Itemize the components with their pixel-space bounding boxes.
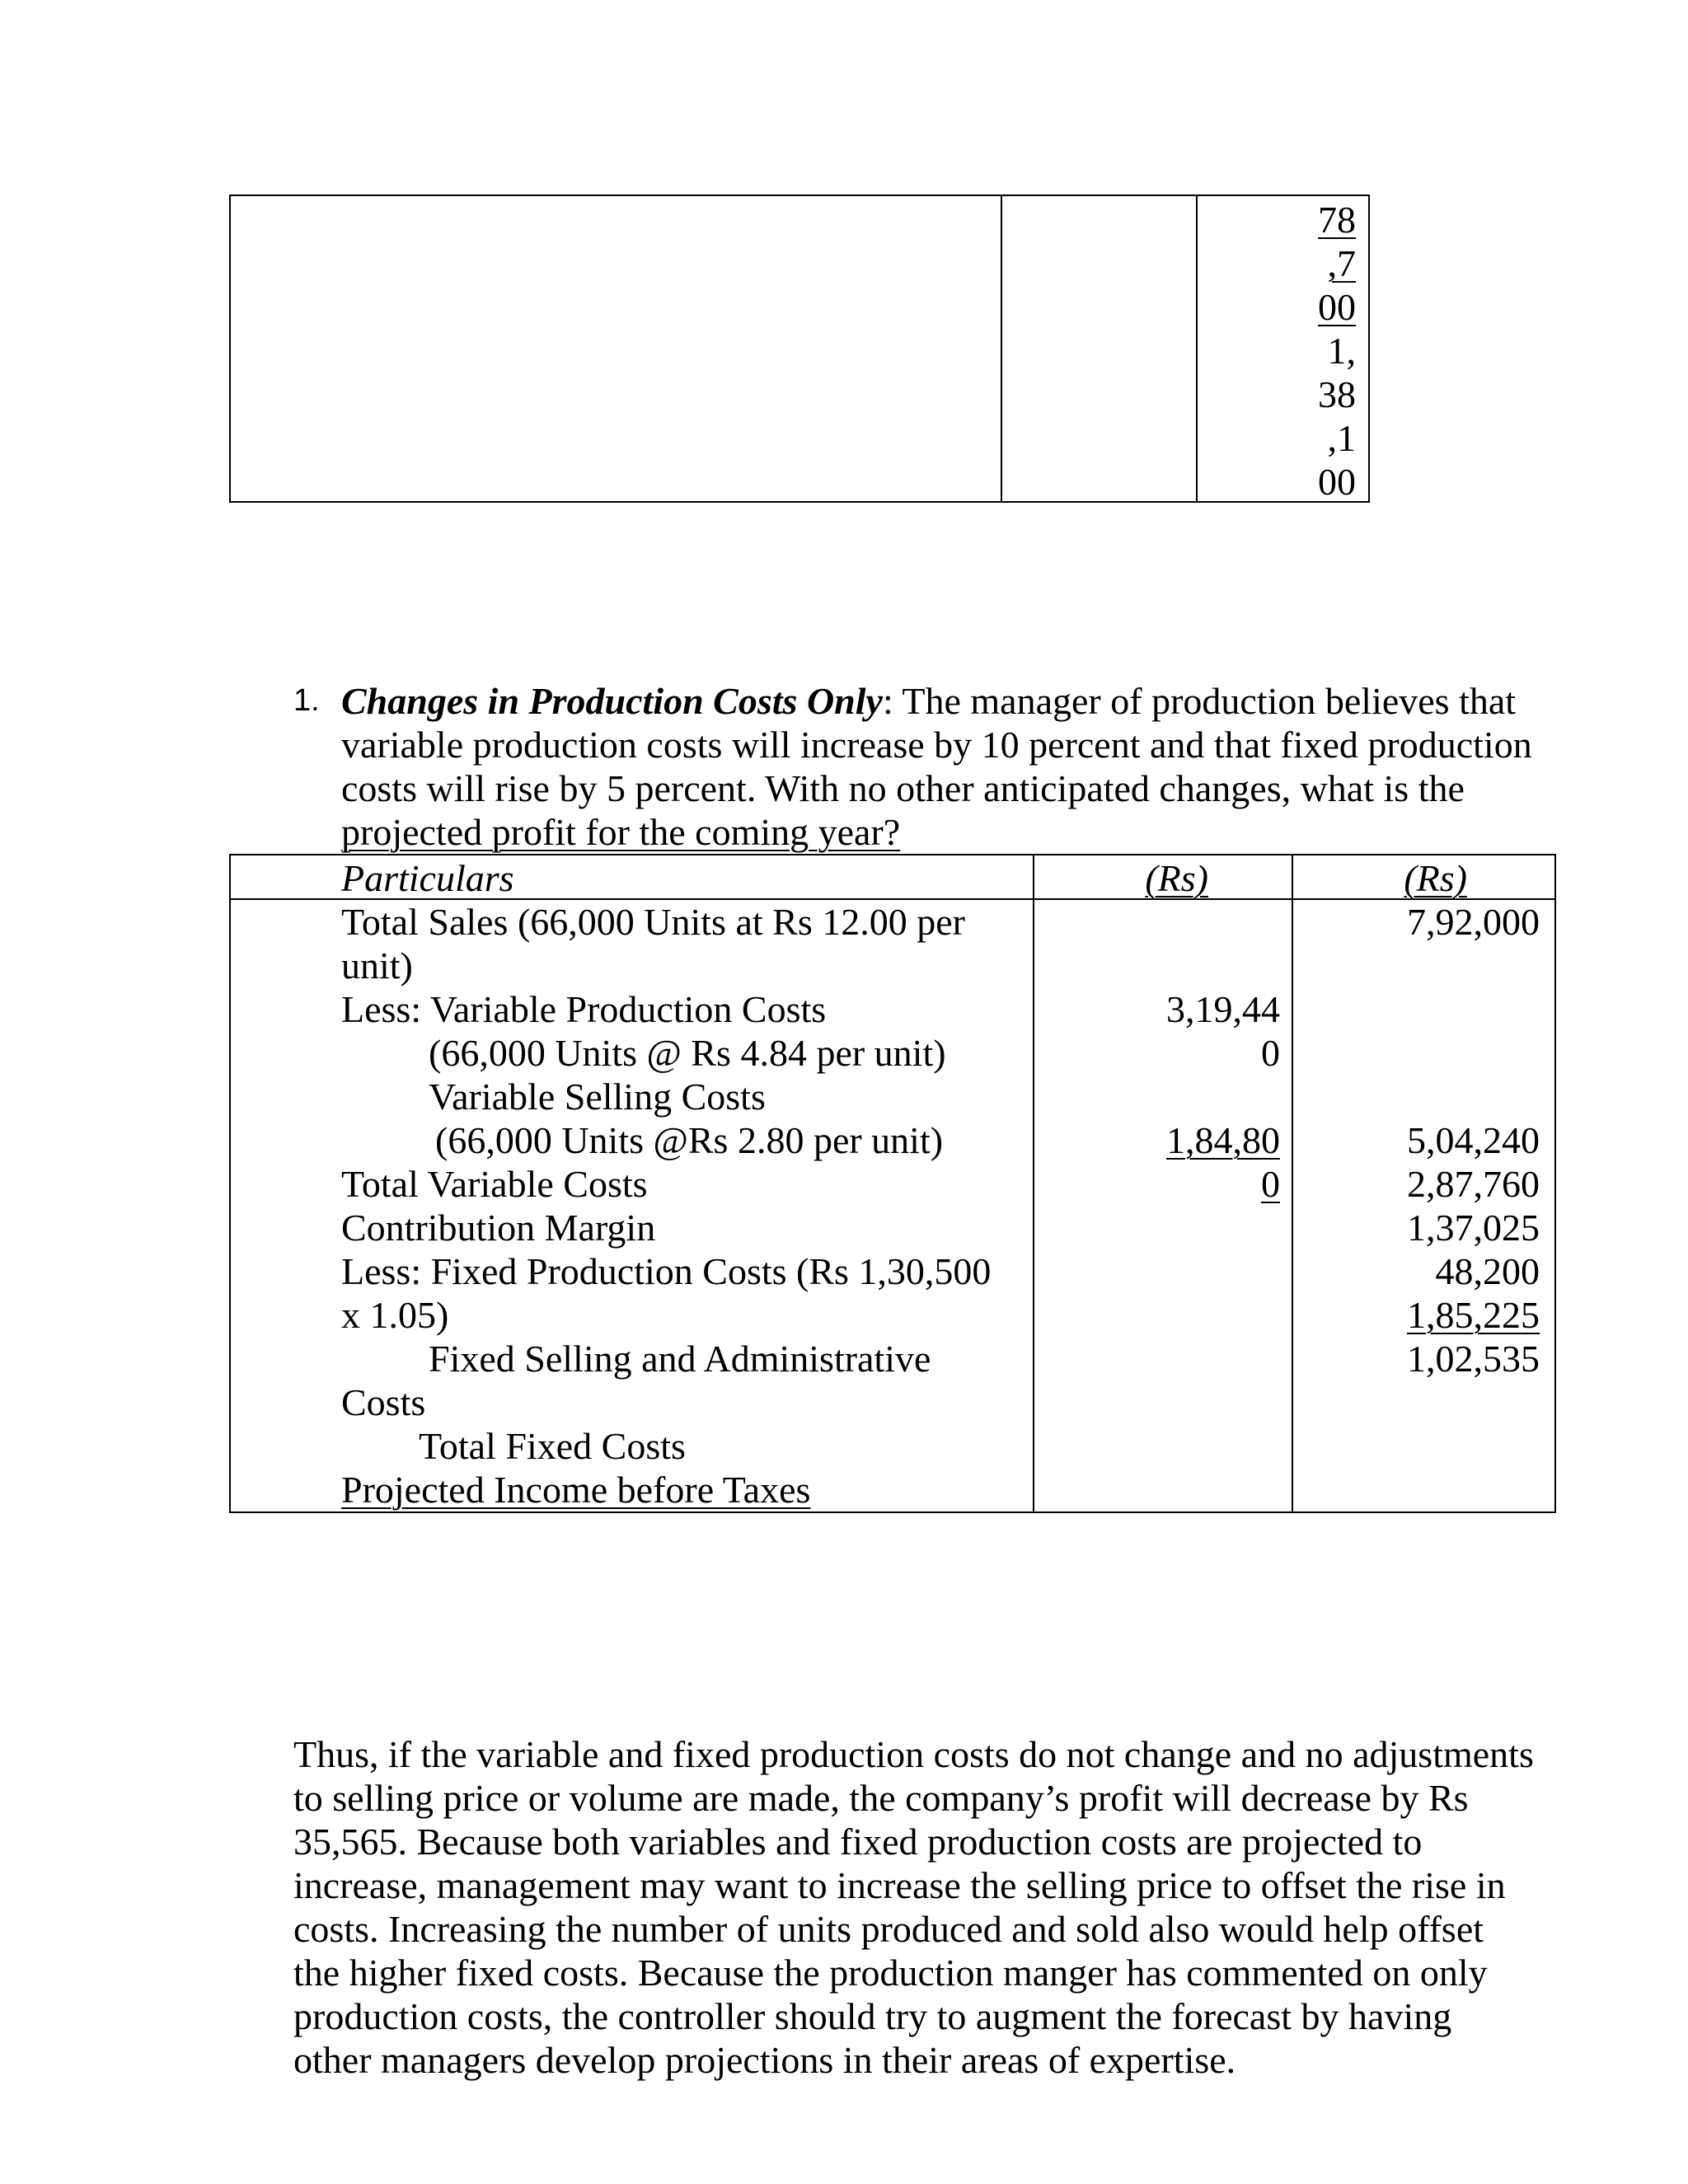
particular-line: Total Variable Costs [341,1163,648,1205]
col2-value: 1,37,025 [1407,1207,1540,1249]
particular-line: Variable Selling Costs [429,1076,766,1118]
conclusion-line: 35,565. Because both variables and fixed production costs are projected to [293,1821,1423,1863]
col2-value: 1,02,535 [1407,1338,1540,1380]
conclusion-line: production costs, the controller should try to augment the forecast by having [293,1995,1452,2037]
particular-line: Less: Fixed Production Costs (Rs 1,30,500 [341,1250,992,1292]
conclusion-line: costs. Increasing the number of units produced and sold also would help offset [293,1908,1484,1950]
conclusion-line: other managers develop projections in their areas of expertise. [293,2039,1236,2081]
question-colon: : [882,680,893,722]
top-cell-line: 00 [1318,461,1356,503]
question-title: Changes in Production Costs Only [341,680,883,722]
particular-line: (66,000 Units @ Rs 4.84 per unit) [429,1032,946,1074]
question-line-2: variable production costs will increase by 10 percent and that fixed production [341,724,1532,766]
particular-line: Total Sales (66,000 Units at Rs 12.00 per [341,901,965,943]
particular-line: Less: Variable Production Costs [341,988,827,1030]
particular-line: Fixed Selling and Administrative [429,1338,931,1380]
particular-line: Total Fixed Costs [419,1425,686,1467]
col2-value: 7,92,000 [1407,901,1540,943]
particular-line: Costs [341,1381,426,1423]
top-cell-line: 00 [1318,286,1356,328]
question-line-4: projected profit for the coming year? [341,811,901,853]
header-particulars: Particulars [341,857,514,899]
conclusion-line: Thus, if the variable and fixed production costs do not change and no adjustments [293,1733,1534,1775]
question-text: The manager of production believes that [893,680,1517,722]
list-number: 1. [293,683,320,718]
particular-line: unit) [341,944,413,987]
top-cell-line: ,1 [1327,417,1356,459]
particular-line: (66,000 Units @Rs 2.80 per unit) [435,1119,944,1161]
header-rs-col2: (Rs) [1404,857,1467,899]
header-rs-col1: (Rs) [1145,857,1208,899]
conclusion-line: the higher fixed costs. Because the production manger has commented on only [293,1952,1488,1994]
particular-line: Projected Income before Taxes [341,1469,811,1511]
col2-value: 1,85,225 [1407,1294,1540,1336]
col2-value: 2,87,760 [1407,1163,1540,1205]
conclusion-line: increase, management may want to increase the selling price to offset the rise in [293,1864,1506,1906]
question-line-3: costs will rise by 5 percent. With no other anticipated changes, what is the [341,767,1465,809]
top-cell-line: ,7 [1327,242,1356,284]
col1-value: 3,19,44 [1166,988,1280,1030]
particular-line: Contribution Margin [341,1207,656,1249]
particular-line: x 1.05) [341,1294,449,1336]
question-line-1 [341,679,1516,723]
col2-value: 48,200 [1435,1250,1540,1292]
top-cell-line: 1, [1327,330,1356,372]
col2-value: 5,04,240 [1407,1119,1540,1161]
col1-value: 0 [1261,1163,1280,1205]
top-cell-line: 38 [1318,373,1356,415]
conclusion-line: to selling price or volume are made, the company’s profit will decrease by Rs [293,1777,1469,1819]
col1-value: 1,84,80 [1166,1119,1280,1161]
col1-value: 0 [1261,1032,1280,1074]
top-cell-line: 78 [1318,199,1356,241]
